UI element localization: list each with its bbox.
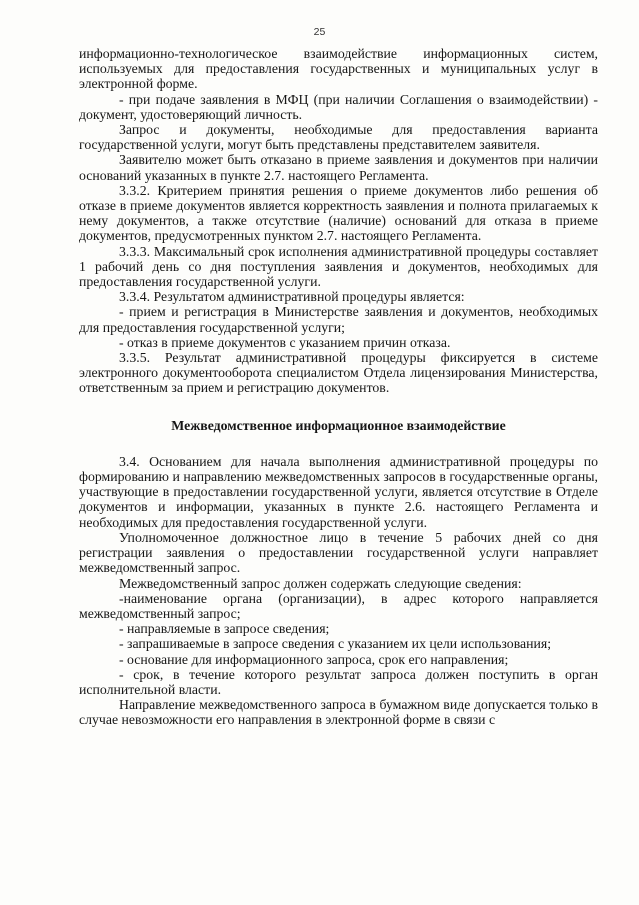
section-heading: Межведомственное информационное взаимодействие bbox=[171, 417, 506, 433]
paragraph: - срок, в течение которого результат запроса должен поступить в орган исполнительной власти. bbox=[79, 666, 598, 697]
paragraph: - отказ в приеме документов с указанием причин отказа. bbox=[119, 334, 451, 350]
paragraph: - прием и регистрация в Министерстве заявления и документов, необходимых для предоставления государственной услуги; bbox=[79, 304, 598, 335]
paragraph: - направляемые в запросе сведения; bbox=[119, 621, 330, 637]
paragraph: Уполномоченное должностное лицо в течение 5 рабочих дней со дня регистрации заявления о предоставлении государственной услуги направляет межведомственный запрос. bbox=[79, 529, 598, 576]
paragraph: Запрос и документы, необходимые для предоставления варианта государственной услуги, могут быть представлены представителем заявителя. bbox=[79, 122, 598, 153]
paragraph: Направление межведомственного запроса в бумажном виде допускается только в случае невозможности его направления в электронной форме в связи с bbox=[79, 697, 598, 728]
paragraph: информационно-технологическое взаимодействие информационных систем, используемых для предоставления государственных и муниципальных услуг в электронной форме. bbox=[79, 46, 598, 92]
document-body bbox=[79, 46, 598, 728]
paragraph: 3.3.5. Результат административной процедуры фиксируется в системе электронного документооборота специалистом Отдела лицензирования Министерства, ответственным за прием и регистрацию документов. bbox=[79, 350, 598, 396]
paragraph: Заявителю может быть отказано в приеме заявления и документов при наличии оснований указанных в пункте 2.7. настоящего Регламента. bbox=[79, 152, 598, 183]
paragraph: 3.3.4. Результатом административной процедуры является: bbox=[119, 289, 465, 305]
paragraph: - основание для информационного запроса, срок его направления; bbox=[119, 651, 509, 667]
page-number: 25 bbox=[313, 26, 326, 38]
paragraph: 3.4. Основанием для начала выполнения административной процедуры по формированию и направлению межведомственных запросов в государственные органы, участвующие в предоставлении государственной услуги, является отсутствие в Отделе документов и информации, указанных в пункте 2.6. настоящего Регламента и необходимых для предоставления государственной услуги. bbox=[79, 453, 598, 530]
paragraph: - при подаче заявления в МФЦ (при наличии Соглашения о взаимодействии) - документ, удостоверяющий личность. bbox=[79, 91, 598, 122]
paragraph: Межведомственный запрос должен содержать следующие сведения: bbox=[119, 575, 522, 591]
paragraph: -наименование органа (организации), в адрес которого направляется межведомственный запрос; bbox=[79, 590, 598, 621]
paragraph: 3.3.3. Максимальный срок исполнения административной процедуры составляет 1 рабочий день со дня поступления заявления и документов, необходимых для предоставления государственной услуги. bbox=[79, 243, 598, 290]
paragraph: 3.3.2. Критерием принятия решения о приеме документов либо решения об отказе в приеме документов является корректность заявления и полнота прилагаемых к нему документов, а также отсутствие (наличие) оснований для отказа в приеме документов, предусмотренных пунктом 2.7. настоящего Регламента. bbox=[79, 182, 598, 244]
paragraph: - запрашиваемые в запросе сведения с указанием их цели использования; bbox=[119, 636, 552, 652]
